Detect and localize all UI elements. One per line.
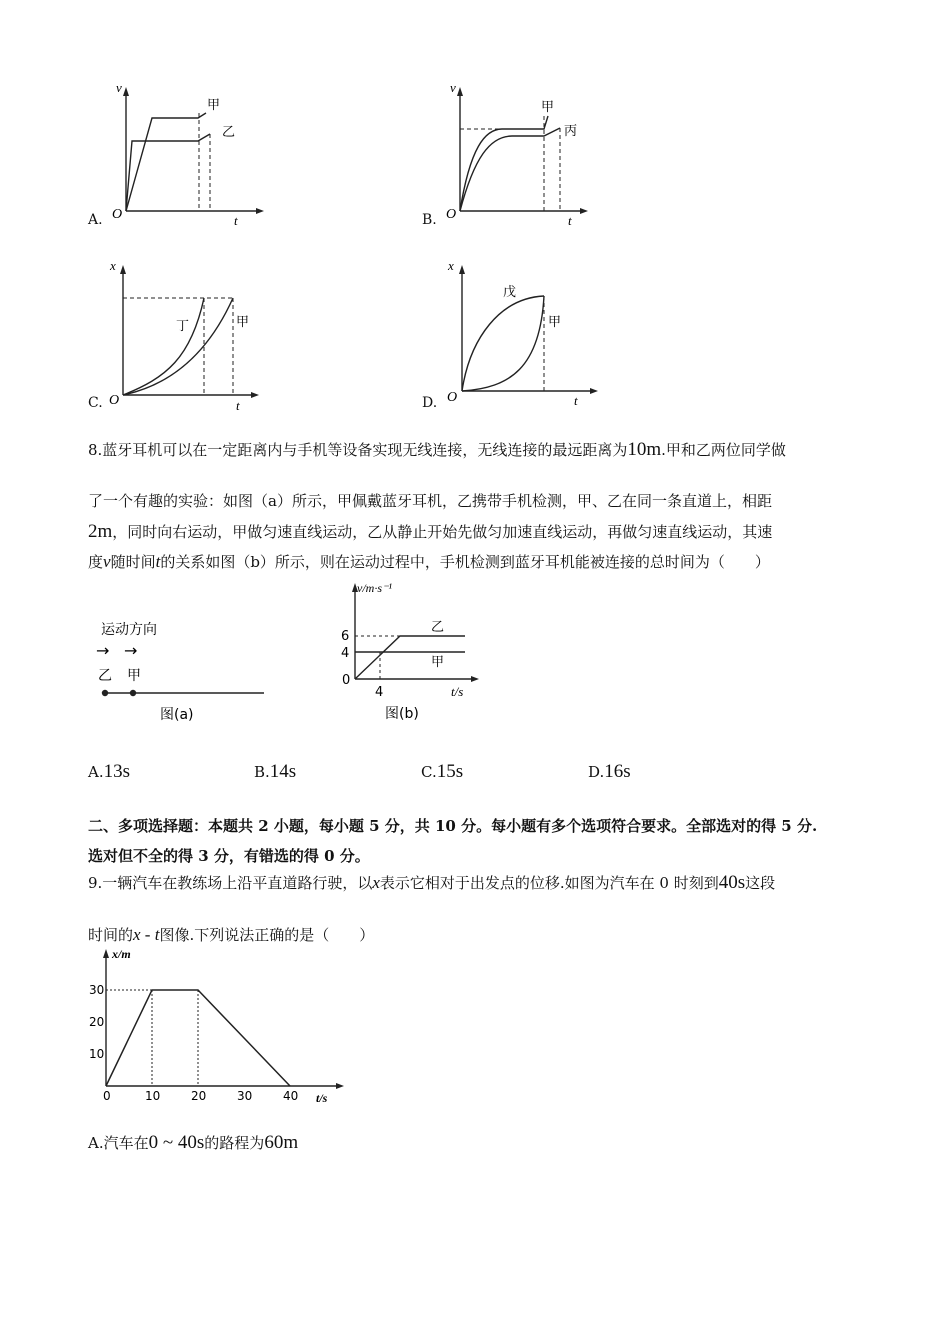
fig-a-person1: 乙 xyxy=(98,668,112,684)
fig-b-xtick-4: 4 xyxy=(375,685,384,700)
section2-heading-line2: 选对但不全的得 3 分，有错选的得 0 分。 xyxy=(88,847,370,865)
fig-b-series1: 乙 xyxy=(431,620,445,635)
graph-d-axis-y: x xyxy=(448,258,454,273)
chart-x-tick: 0 xyxy=(103,1089,111,1103)
graph-b-axis-y: v xyxy=(450,80,456,95)
chart-x-tick: 30 xyxy=(237,1089,253,1103)
graph-c xyxy=(106,258,266,413)
fig-b-ytick-4: 4 xyxy=(341,646,350,661)
graph-c-axis-x: t xyxy=(236,398,240,413)
q8-option-c[interactable]: C.15s xyxy=(421,761,464,782)
option-d-label: D. xyxy=(422,395,438,411)
fig-b-xlabel: t/s xyxy=(451,684,464,699)
graph-d-curve2: 甲 xyxy=(548,315,562,330)
fig-a-arrow-2: → xyxy=(124,641,138,660)
chart-y-tick: 20 xyxy=(89,1015,105,1029)
q9-line2: 时间的x - t图像.下列说法正确的是（ ） xyxy=(88,925,375,944)
fig-b-series2: 甲 xyxy=(431,655,445,670)
chart-xlabel: t/s xyxy=(316,1091,328,1105)
fig-b-ylabel: v/m·s⁻¹ xyxy=(357,581,392,595)
graph-a-curve2: 乙 xyxy=(222,125,236,140)
fig-b-caption: 图(b) xyxy=(385,706,419,722)
graph-a-axis-x: t xyxy=(234,213,238,228)
option-b-label: B. xyxy=(422,212,437,228)
chart-y-tick: 30 xyxy=(89,983,105,997)
q8-line3: 2m，同时向右运动，甲做匀速直线运动，乙从静止开始先做匀加速直线运动，再做匀速直线运动，其速 xyxy=(88,521,773,542)
graph-a xyxy=(106,78,266,228)
graph-a-curve1: 甲 xyxy=(207,98,221,113)
option-c-label: C. xyxy=(88,395,103,411)
graph-d-axis-x: t xyxy=(574,393,578,408)
graph-a-axis-y: v xyxy=(116,80,122,95)
graph-b xyxy=(440,78,600,228)
graph-b-origin: O xyxy=(446,207,457,222)
graph-b-axis-x: t xyxy=(568,213,572,228)
q8-line4: 度v随时间t的关系如图（b）所示，则在运动过程中，手机检测到蓝牙耳机能被连接的总时间为（ ） xyxy=(88,552,770,571)
graph-d xyxy=(440,258,600,413)
graph-c-curve2: 甲 xyxy=(236,315,250,330)
chart-x-tick: 40 xyxy=(283,1089,299,1103)
graph-c-axis-y: x xyxy=(110,258,116,273)
section2-heading-line1: 二、多项选择题：本题共 2 小题，每小题 5 分，共 10 分。每小题有多个选项符合要求。全部选对的得 5 分. xyxy=(88,817,818,835)
graph-a-origin: O xyxy=(112,207,123,222)
graph-b-curve2: 丙 xyxy=(564,124,578,139)
q8-figure-a xyxy=(88,612,273,732)
fig-a-person2: 甲 xyxy=(127,668,141,684)
q9-option-a[interactable]: A.汽车在0 ~ 40s的路程为60m xyxy=(88,1132,299,1153)
q8-line1: 8.蓝牙耳机可以在一定距离内与手机等设备实现无线连接，无线连接的最远距离为10m.甲和乙两位同学做 xyxy=(88,439,786,460)
fig-a-arrow-1: → xyxy=(96,641,110,660)
fig-a-caption: 图(a) xyxy=(160,707,194,723)
chart-ylabel: x/m xyxy=(112,947,131,961)
q8-option-a[interactable]: A.13s xyxy=(88,761,131,782)
fig-a-direction: 运动方向 xyxy=(101,622,157,638)
option-a-label: A. xyxy=(88,212,103,228)
graph-c-origin: O xyxy=(109,393,120,408)
chart-x-axis-arrow xyxy=(336,1083,344,1089)
q8-option-b[interactable]: B.14s xyxy=(254,761,297,782)
chart-y-axis-arrow xyxy=(103,949,109,958)
chart-x-tick: 20 xyxy=(191,1089,207,1103)
fig-b-ytick-6: 6 xyxy=(341,629,350,644)
graph-c-curve1: 丁 xyxy=(176,319,190,334)
graph-b-curve1: 甲 xyxy=(541,100,555,115)
q8-figure-b xyxy=(325,580,490,730)
chart-y-tick: 10 xyxy=(89,1047,105,1061)
q8-option-d[interactable]: D.16s xyxy=(588,761,631,782)
q9-line1: 9.一辆汽车在教练场上沿平直道路行驶，以x表示它相对于出发点的位移.如图为汽车在 0 时刻到40s这段 xyxy=(88,872,776,893)
fig-b-ytick-0: 0 xyxy=(342,673,351,688)
graph-d-curve1: 戊 xyxy=(503,285,517,300)
graph-d-origin: O xyxy=(447,390,458,405)
q9-xt-chart xyxy=(84,944,354,1109)
chart-x-tick: 10 xyxy=(145,1089,161,1103)
q8-line2: 了一个有趣的实验：如图（a）所示，甲佩戴蓝牙耳机，乙携带手机检测，甲、乙在同一条直道上，相距 xyxy=(88,492,772,510)
